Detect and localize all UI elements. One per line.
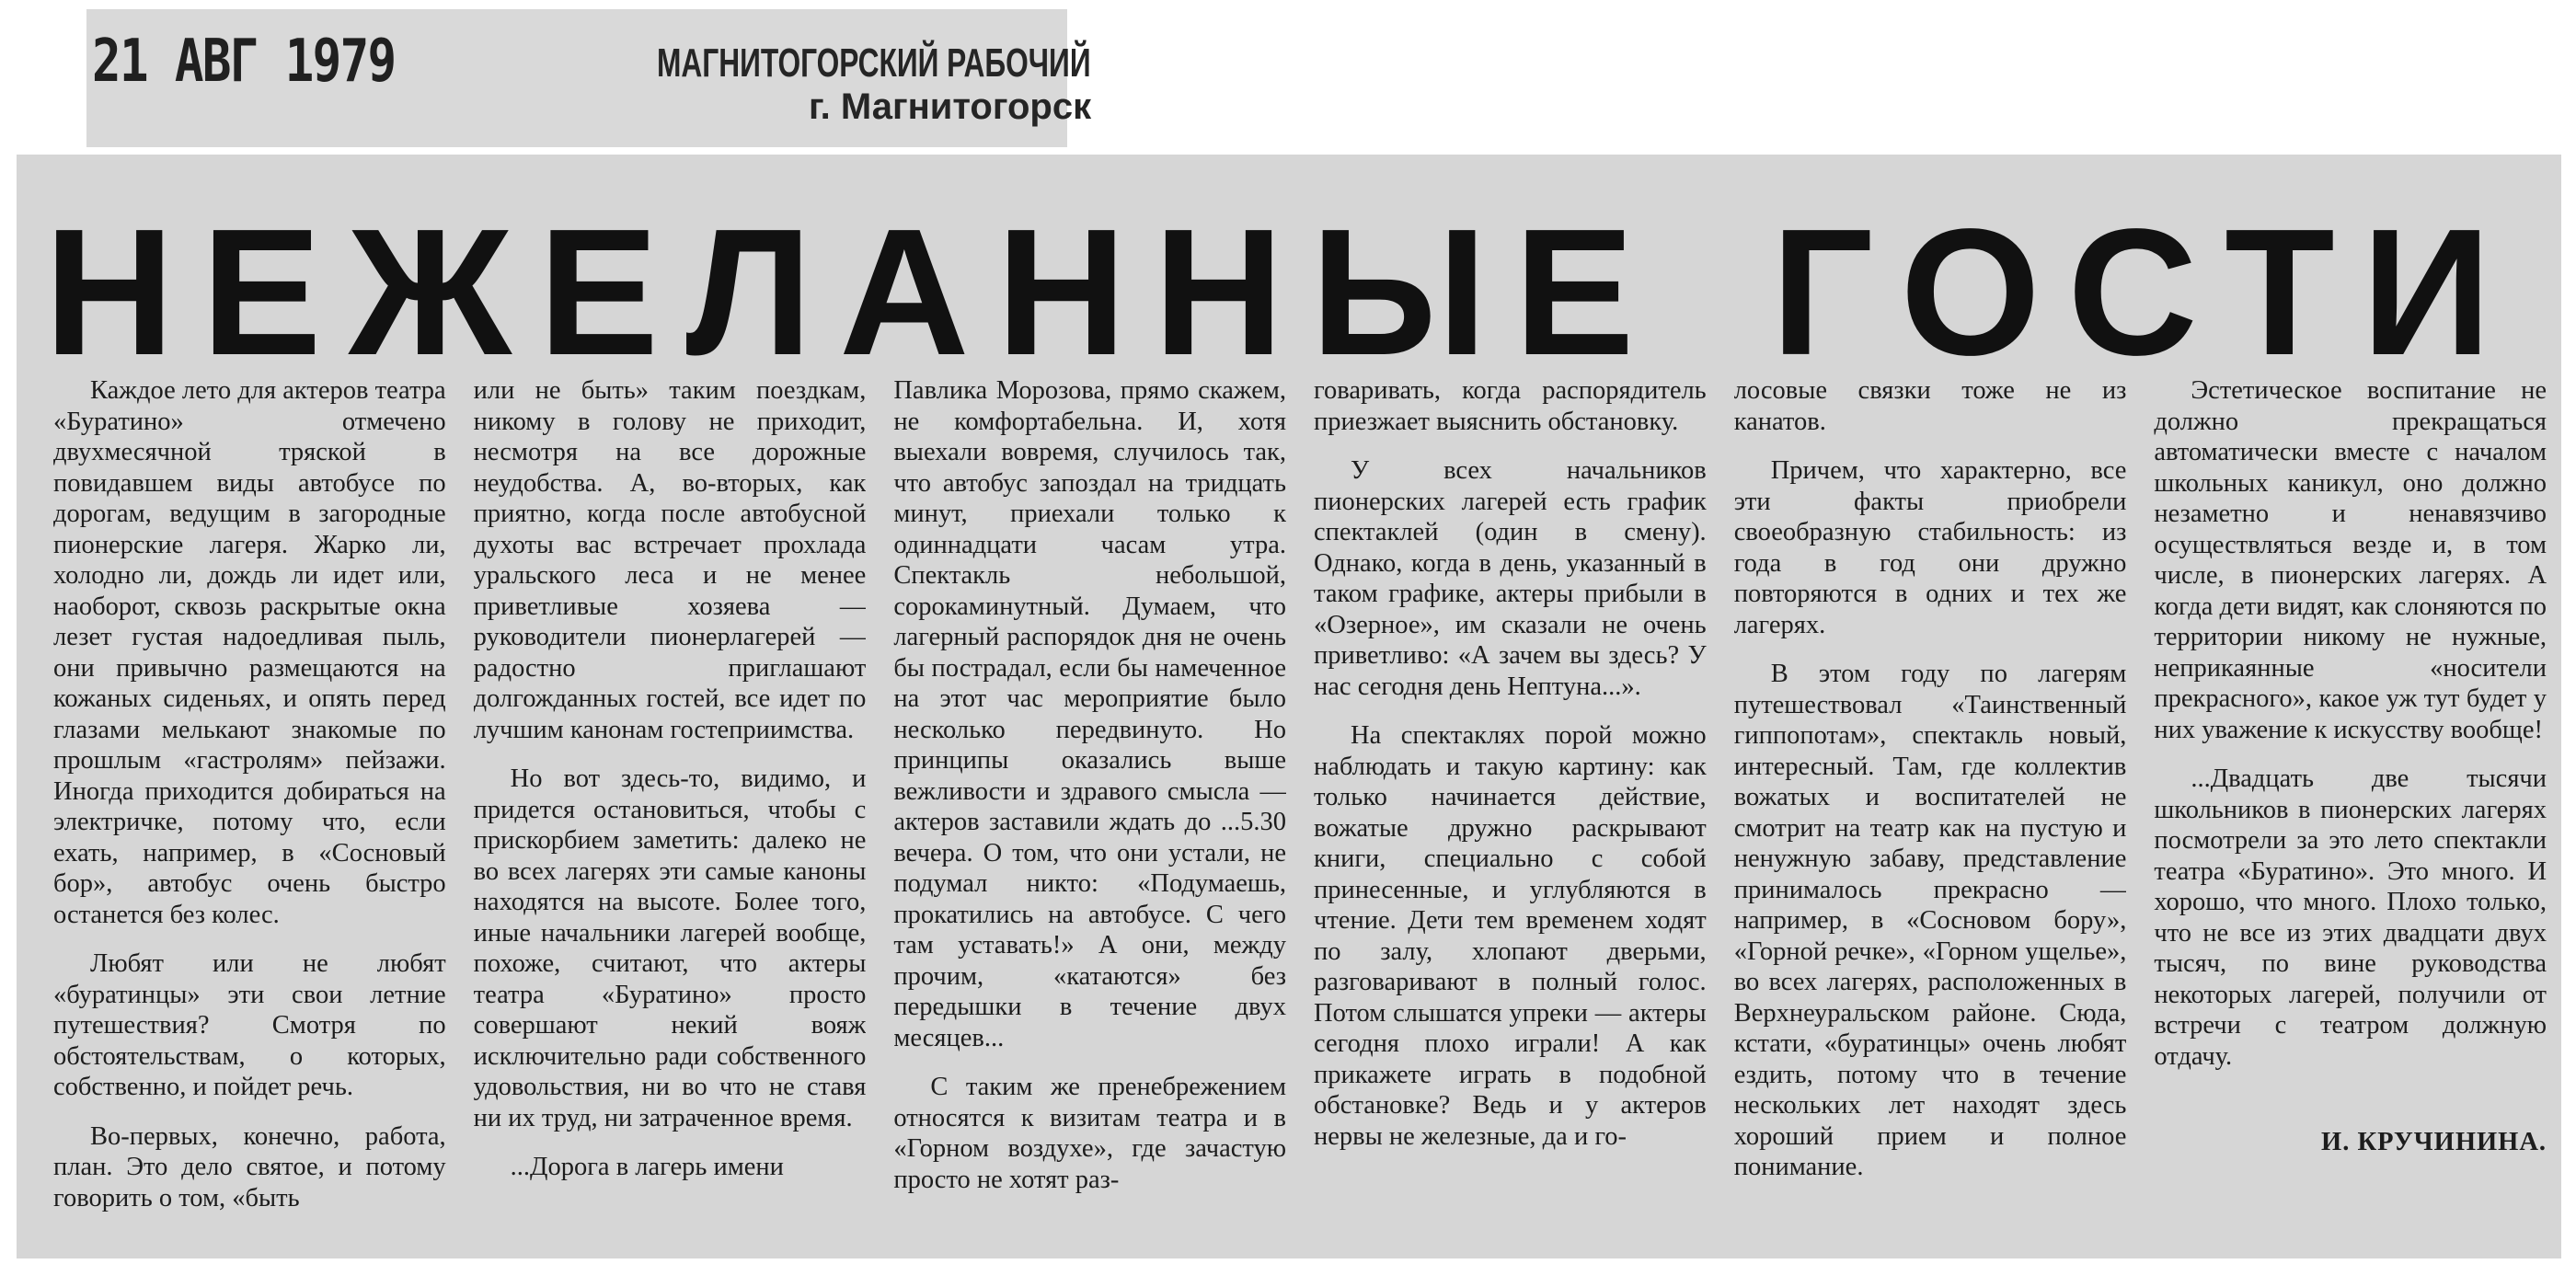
paragraph: ...Дорога в лагерь имени — [510, 1153, 784, 1181]
headline-letter: Е — [538, 191, 660, 393]
article-headline — [44, 191, 2547, 393]
article-column-5 — [1734, 375, 2127, 1249]
headline-letter: С — [2067, 191, 2198, 393]
paragraph: ...Двадцать две тысячи школьников в пионерских лагерях посмотрели за это лето спектакли театра «Буратино». Это много. И хорошо, что много. Плохо только, что не все из этих двадцати двух тысяч, по вине руководства некоторых лагерей, получили от встречи с театром должную отдачу. — [2154, 764, 2547, 1071]
headline-letter: О — [1900, 191, 2041, 393]
headline-letter: Г — [1771, 191, 1874, 393]
headline-letter: Е — [1513, 191, 1635, 393]
paragraph: Во-первых, конечно, работа, план. Это дело святое, и потому говорить о том, «быть — [53, 1121, 446, 1212]
stamp-city: г. Магнитогорск — [809, 86, 1092, 127]
paragraph: лосовые связки тоже не из канатов. — [1733, 376, 2127, 436]
paragraph: Но вот здесь-то, видимо, и придется остановиться, чтобы с прискорбием заметить: далеко не во всех лагерях эти самые каноны находятся на высоте. Более того, иные начальники лагерей вообще, похоже, считают, что актеры театра «Буратино» просто совершают некий вояж исключительно ради собственного удовольствия, ни во что не ставя ни их труд, ни затраченное время. — [473, 764, 867, 1132]
author-signature: И. КРУЧИНИНА. — [2321, 1128, 2547, 1156]
paragraph: С таким же пренебрежением относятся к визитам театра и в «Горном воздухе», где зачастую просто не хотят раз- — [893, 1073, 1287, 1194]
paragraph: говаривать, когда распорядитель приезжает выяснить обстановку. — [1314, 376, 1707, 436]
headline-letter: Н — [44, 191, 175, 393]
stamp-date: 21 АВГ 1979 — [92, 28, 396, 96]
headline-letter: Ы — [1310, 191, 1488, 393]
headline-letter: Н — [1153, 191, 1284, 393]
article-column-4 — [1314, 375, 1707, 1249]
article-column-1 — [53, 375, 446, 1249]
paragraph: Причем, что характерно, все эти факты приобрели своеобразную стабильность: из года в год они дружно повторяются в одних и тех же лагерях. — [1733, 456, 2127, 639]
headline-letter: Н — [995, 191, 1127, 393]
headline-letter: А — [839, 191, 970, 393]
headline-letter: Л — [685, 191, 812, 393]
paragraph: У всех начальников пионерских лагерей есть график спектаклей (один в смену). Однако, когда в день, указанный в таком графике, актеры прибыли в «Озерное», им сказали не очень приветливо: «А зачем вы здесь? У нас сегодня день Нептуна...». — [1314, 456, 1707, 701]
article-column-3 — [893, 375, 1286, 1249]
archive-stamp — [86, 9, 1092, 147]
article-body — [53, 375, 2547, 1249]
paragraph: Павлика Морозова, прямо скажем, не комфортабельна. И, хотя выехали вовремя, случилось так, что автобус запоздал на тридцать минут, приехали только к одиннадцати часам утра. Спектакль небольшой, сорокаминутный. Думаем, что лагерный распорядок дня не очень бы пострадал, если бы намеченное на этот час мероприятие было несколько передвинуто. Но принципы оказались выше вежливости и здравого смысла — актеров заставили ждать до ...5.30 вечера. О том, что они устали, не подумал никто: «Подумаешь, прокатились на автобусе. С чего там уставать!» А они, между прочим, «катаются» без передышки в течение двух месяцев... — [893, 376, 1287, 1052]
stamp-newspaper-name: МАГНИТОГОРСКИЙ РАБОЧИЙ — [657, 40, 1091, 86]
paragraph: На спектаклях порой можно наблюдать и такую картину: как только начинается действие, вожатые дружно раскрывают книги, специально с собой принесенные, и углубляются в чтение. Дети тем временем ходят по залу, хлопают дверьми, разговаривают в полный голос. Потом слышатся упреки — актеры сегодня плохо играли! А как прикажете играть в подобной обстановке? Ведь и у актеров нервы не железные, да и го- — [1314, 721, 1707, 1151]
article-column-2 — [474, 375, 867, 1249]
headline-letter: Ж — [348, 191, 512, 393]
paragraph: Эстетическое воспитание не должно прекращаться автоматически вместе с началом школьных каникул, оно должно незаметно и ненавязчиво осуществляться везде и, в том числе, в пионерских лагерях. А когда дети видят, как слоняются по территории никому не нужные, неприкаянные «носители прекрасного», какое уж тут будет у них уважение к искусству вообще! — [2154, 376, 2547, 744]
paragraph: В этом году по лагерям путешествовал «Таинственный гиппопотам», спектакль новый, интересный. Там, где коллектив вожатых и воспитателей не смотрит на театр как на пустую и ненужную забаву, представление принималось прекрасно — например, в «Сосновом бору», «Горной речке», «Горном ущелье», во всех лагерях, расположенных в Верхнеуральском районе. Сюда, кстати, «буратинцы» очень любят ездить, потому что в течение нескольких лет находят здесь хороший прием и полное понимание. — [1733, 660, 2127, 1181]
paragraph: Каждое лето для актеров театра «Буратино» отмечено двухмесячной тряской в повидавшем виды автобусе по дорогам, ведущим в загородные пионерские лагеря. Жарко ли, холодно ли, дождь ли идет или, наоборот, сквозь раскрытые окна лезет густая надоедливая пыль, они привычно размещаются на кожаных сиденьях, и опять перед глазами мелькают знакомые по прошлым «гастролям» пейзажи. Иногда приходится добираться на электричке, потому что, если ехать, например, в «Сосновый бор», автобус очень быстро останется без колес. — [53, 376, 446, 929]
article-column-6 — [2154, 375, 2547, 1249]
paragraph: Любят или не любят «буратинцы» эти свои летние путешествия? Смотря по обстоятельствам, о которых, собственно, и пойдет речь. — [53, 949, 446, 1101]
headline-letter: И — [2362, 191, 2491, 393]
paragraph: или не быть» таким поездкам, никому в голову не приходит, несмотря на все дорожные неудобства. А, во-вторых, как приятно, когда после автобусной духоты вас встречает прохлада уральского леса и не менее приветливые хозяева — руководители пионерлагерей — радостно приглашают долгожданных гостей, все идет по лучшим канонам гостеприимства. — [473, 376, 867, 744]
headline-letter: Т — [2225, 191, 2335, 393]
newspaper-clipping — [17, 155, 2561, 1258]
headline-letter: Е — [201, 191, 322, 393]
